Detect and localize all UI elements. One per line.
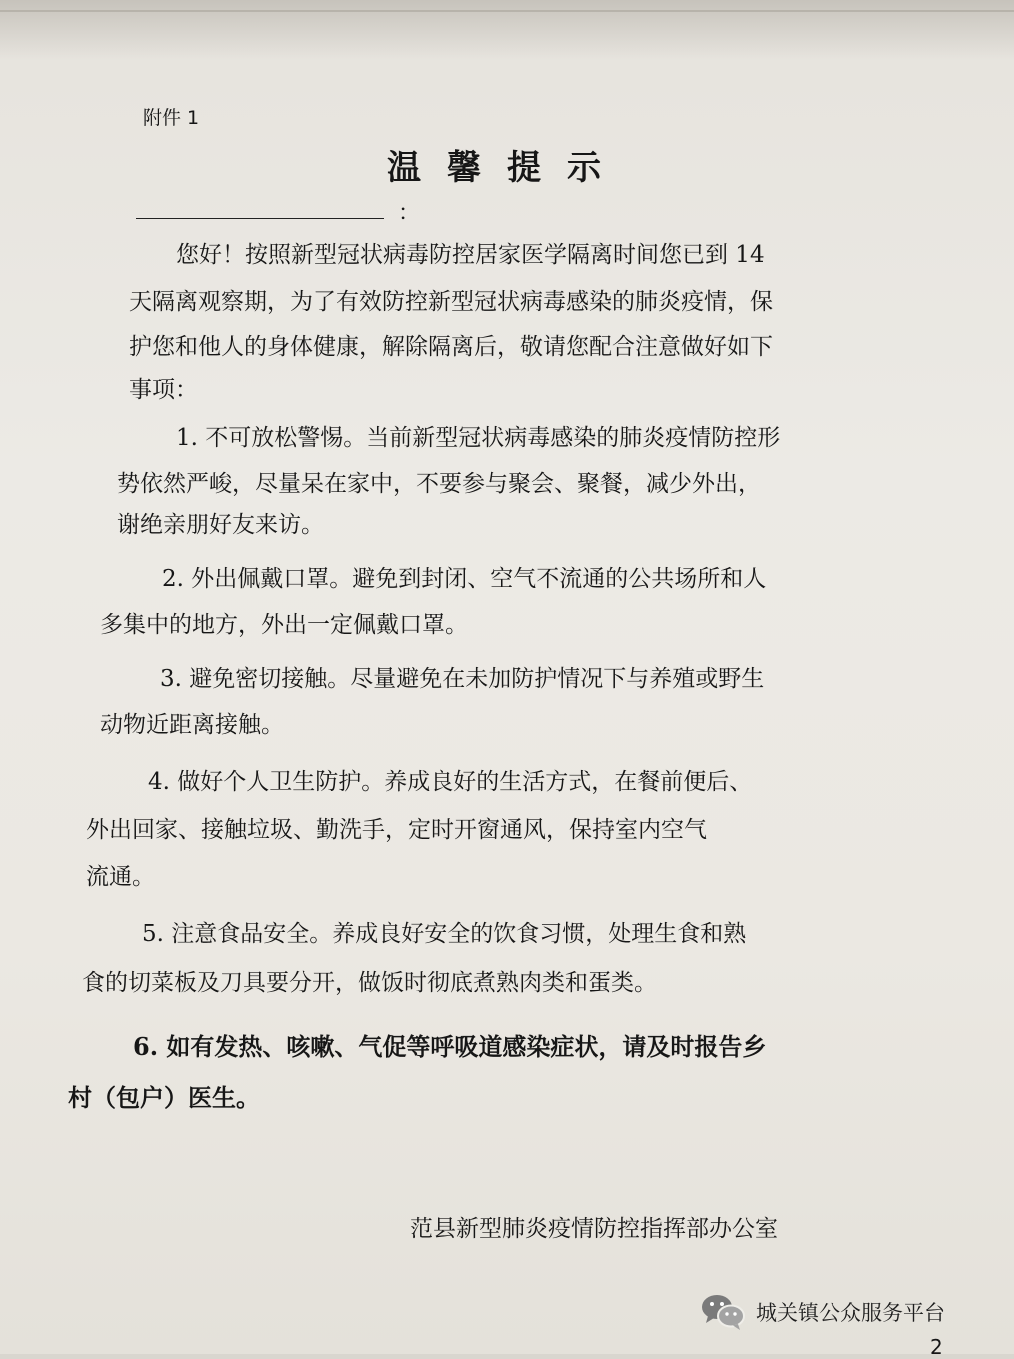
body-line: 事项：: [129, 377, 198, 403]
paper-edge: [0, 10, 1014, 12]
item-6-line: 村（包户）医生。: [68, 1083, 260, 1112]
item-2-line: 2. 外出佩戴口罩。避免到封闭、空气不流通的公共场所和人: [162, 566, 767, 592]
item-4-line: 4. 做好个人卫生防护。养成良好的生活方式，在餐前便后、: [148, 769, 753, 795]
item-3-line: 动物近距离接触。: [100, 712, 284, 738]
body-line: 天隔离观察期，为了有效防控新型冠状病毒感染的肺炎疫情，保: [129, 289, 773, 315]
item-1-line: 1. 不可放松警惕。当前新型冠状病毒感染的肺炎疫情防控形: [176, 425, 781, 451]
item-4-line: 流通。: [86, 864, 155, 890]
body-line: 护您和他人的身体健康，解除隔离后，敬请您配合注意做好如下: [129, 334, 773, 360]
watermark: [700, 1292, 945, 1332]
body-line: 您好！按照新型冠状病毒防控居家医学隔离时间您已到 14: [176, 242, 765, 268]
item-4-line: 外出回家、接触垃圾、勤洗手，定时开窗通风，保持室内空气: [86, 817, 707, 843]
item-1-line: 谢绝亲朋好友来访。: [117, 512, 324, 538]
document-title: 温馨提示: [387, 148, 627, 188]
item-3-line: 3. 避免密切接触。尽量避免在未加防护情况下与养殖或野生: [160, 666, 765, 692]
item-1-line: 势依然严峻，尽量呆在家中，不要参与聚会、聚餐，减少外出，: [117, 471, 761, 497]
issuer-signature: 范县新型肺炎疫情防控指挥部办公室: [410, 1216, 778, 1242]
annex-label: 附件 1: [143, 107, 200, 129]
recipient-blank: [136, 218, 384, 219]
item-6-line: 6. 如有发热、咳嗽、气促等呼吸道感染症状，请及时报告乡: [133, 1032, 767, 1061]
item-5-line: 5. 注意食品安全。养成良好安全的饮食习惯，处理生食和熟: [142, 921, 747, 947]
item-5-line: 食的切菜板及刀具要分开，做饭时彻底煮熟肉类和蛋类。: [82, 970, 657, 996]
watermark-text: 城关镇公众服务平台: [756, 1301, 945, 1325]
page-shadow: [0, 0, 1014, 60]
wechat-icon: [700, 1292, 746, 1332]
page-number: 2: [930, 1335, 943, 1359]
recipient-colon: ：: [398, 201, 421, 226]
item-2-line: 多集中的地方，外出一定佩戴口罩。: [100, 612, 468, 638]
